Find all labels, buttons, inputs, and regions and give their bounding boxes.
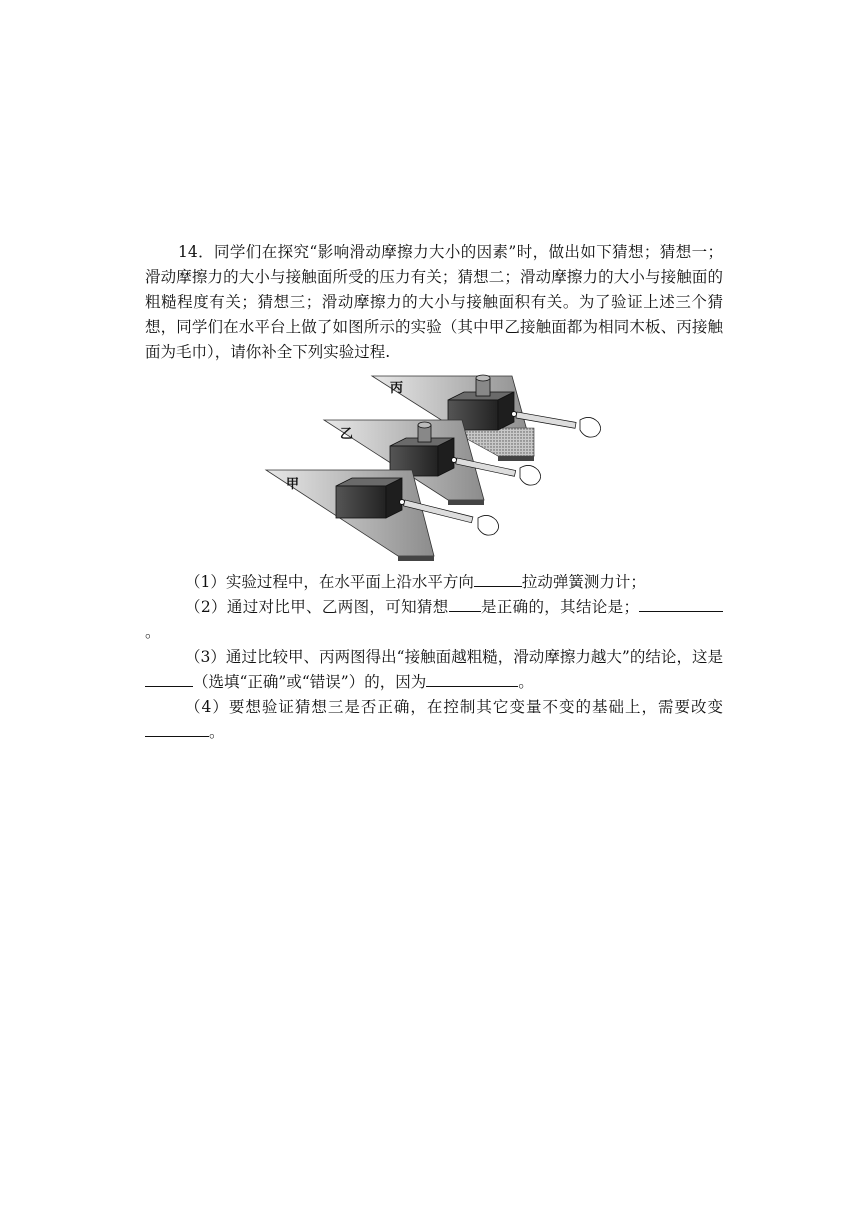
intro-paragraph bbox=[145, 240, 723, 365]
sub-questions bbox=[145, 570, 723, 745]
q2-text-after: 。 bbox=[145, 623, 161, 641]
sub-question-2 bbox=[145, 595, 723, 645]
sub-question-3 bbox=[145, 645, 723, 695]
label-yi: 乙 bbox=[340, 427, 354, 442]
label-jia: 甲 bbox=[286, 477, 300, 492]
q4-answer-blank[interactable] bbox=[145, 721, 209, 737]
q2-answer-blank-2[interactable] bbox=[639, 596, 723, 612]
question-number: 14． bbox=[178, 243, 215, 261]
q3-text-middle: （选填“正确”或“错误”）的，因为 bbox=[193, 673, 427, 691]
q4-text-after: 。 bbox=[209, 723, 225, 741]
q3-answer-blank-1[interactable] bbox=[145, 671, 193, 687]
q1-answer-blank[interactable] bbox=[474, 571, 522, 587]
q3-text-before: （3）通过比较甲、丙两图得出“接触面越粗糙，滑动摩擦力越大”的结论，这是 bbox=[185, 648, 723, 666]
q4-text-before: （4）要想验证猜想三是否正确，在控制其它变量不变的基础上，需要改变 bbox=[185, 698, 723, 716]
q1-text-before: （1）实验过程中，在水平面上沿水平方向 bbox=[185, 573, 474, 591]
sub-question-1 bbox=[145, 570, 723, 595]
intro-text: 同学们在探究“影响滑动摩擦力大小的因素”时，做出如下猜想；猜想一；滑动摩擦力的大小与接触面所受的压力有关；猜想二；滑动摩擦力的大小与接触面的粗糙程度有关；猜想三；滑动摩擦力的大小与接触面积有关。为了验证上述三个猜想，同学们在水平台上做了如图所示的实验（其中甲乙接触面都为相同木板、丙接触面为毛巾），请你补全下列实验过程. bbox=[145, 243, 723, 361]
q3-answer-blank-2[interactable] bbox=[426, 671, 518, 687]
q3-text-after: 。 bbox=[518, 673, 534, 691]
q1-text-after: 拉动弹簧测力计； bbox=[521, 573, 646, 591]
q2-text-before: （2）通过对比甲、乙两图，可知猜想 bbox=[185, 598, 449, 616]
sub-question-4 bbox=[145, 695, 723, 745]
experiment-figure bbox=[262, 368, 642, 566]
q2-text-middle: 是正确的，其结论是； bbox=[480, 598, 639, 616]
q2-answer-blank-1[interactable] bbox=[449, 596, 481, 612]
label-bing: 丙 bbox=[390, 381, 404, 396]
question-intro bbox=[145, 240, 723, 365]
